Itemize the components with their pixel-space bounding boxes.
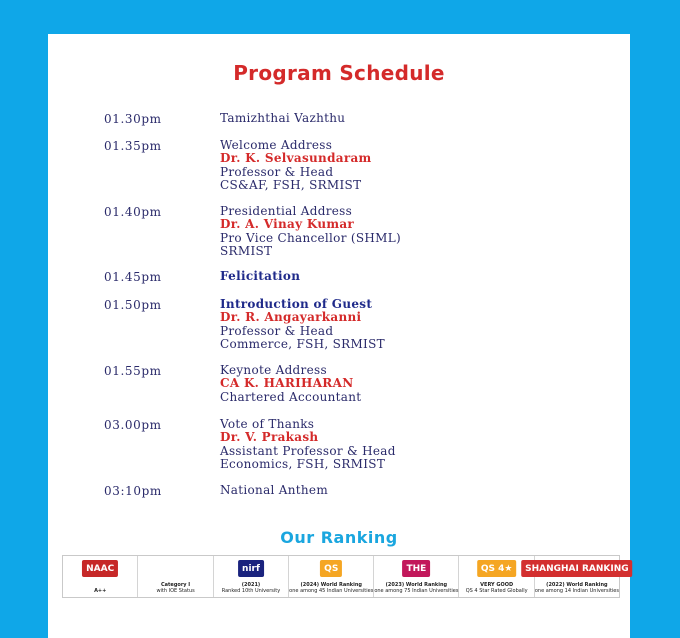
- ranking-logo-icon: THE: [402, 560, 430, 577]
- ranking-caption: VERY GOOD: [480, 582, 514, 588]
- ranking-subcaption: QS 4 Star Rated Globally: [465, 588, 528, 594]
- schedule-text: Introduction of Guest: [220, 297, 373, 311]
- schedule-text: Professor & Head: [220, 164, 334, 179]
- ranking-subcaption: one among 75 Indian Universities: [374, 588, 459, 594]
- ranking-caption: A++: [94, 588, 107, 594]
- ranking-badge: [63, 556, 138, 597]
- ranking-logo-icon: NAAC: [82, 560, 118, 577]
- schedule-text: CS&AF, FSH, SRMIST: [220, 177, 362, 192]
- schedule-detail: [220, 205, 401, 258]
- schedule-text: Felicitation: [220, 269, 301, 283]
- schedule-time: 03:10pm: [104, 484, 162, 498]
- schedule-time: 01.35pm: [104, 139, 162, 153]
- schedule-detail: [220, 270, 300, 283]
- ranking-subcaption: one among 14 Indian Universities: [534, 588, 619, 594]
- ranking-logo-icon: nirf: [238, 560, 264, 577]
- ranking-caption: (2021): [241, 582, 261, 588]
- schedule-text: Tamizhthai Vazhthu: [220, 111, 346, 125]
- ranking-logo-icon: QS 4★: [477, 560, 517, 577]
- ranking-caption: (2024) World Ranking: [300, 582, 362, 588]
- schedule-text: Assistant Professor & Head: [220, 443, 396, 458]
- schedule-text: Vote of Thanks: [220, 417, 315, 431]
- ranking-caption: (2022) World Ranking: [546, 582, 608, 588]
- ranking-caption: Category I: [161, 582, 191, 588]
- speaker-name: Dr. A. Vinay Kumar: [220, 217, 355, 232]
- schedule-time: 03.00pm: [104, 418, 162, 432]
- schedule-text: Commerce, FSH, SRMIST: [220, 336, 385, 351]
- ranking-badge: [214, 556, 289, 597]
- ranking-subcaption: with IOE Status: [156, 588, 195, 594]
- ranking-caption: (2023) World Ranking: [385, 582, 448, 588]
- schedule-time: 01.45pm: [104, 270, 162, 284]
- ranking-badge: [289, 556, 374, 597]
- schedule-text: Professor & Head: [220, 323, 334, 338]
- schedule-text: Chartered Accountant: [220, 389, 362, 404]
- schedule-detail: [220, 364, 361, 404]
- ranking-logo-icon: QS: [320, 560, 342, 577]
- schedule-card: [48, 34, 630, 638]
- schedule-detail: [220, 298, 385, 351]
- speaker-name: CA K. HARIHARAN: [220, 376, 354, 391]
- schedule-detail: [220, 418, 396, 471]
- schedule-text: Keynote Address: [220, 363, 327, 377]
- schedule-time: 01.50pm: [104, 298, 162, 312]
- speaker-name: Dr. V. Prakash: [220, 430, 319, 445]
- schedule-text: Pro Vice Chancellor (SHML): [220, 230, 401, 245]
- ranking-logo-icon: SHANGHAI RANKING: [521, 560, 633, 577]
- ranking-badge: [374, 556, 459, 597]
- speaker-name: Dr. R. Angayarkanni: [220, 310, 362, 325]
- schedule-time: 01.30pm: [104, 112, 162, 126]
- schedule-time: 01.40pm: [104, 205, 162, 219]
- ranking-badge: [525, 556, 629, 597]
- ranking-strip: [62, 555, 629, 598]
- schedule-text: SRMIST: [220, 243, 273, 258]
- schedule-text: National Anthem: [220, 483, 328, 497]
- schedule-detail: [220, 139, 372, 192]
- ranking-badge: [138, 556, 213, 597]
- schedule-time: 01.55pm: [104, 364, 162, 378]
- schedule-detail: [220, 484, 328, 497]
- page-title: Program Schedule: [233, 61, 445, 85]
- schedule-text: Presidential Address: [220, 204, 353, 218]
- ranking-subcaption: one among 45 Indian Universities: [289, 588, 374, 594]
- speaker-name: Dr. K. Selvasundaram: [220, 151, 372, 166]
- schedule-text: Welcome Address: [220, 138, 333, 152]
- schedule-text: Economics, FSH, SRMIST: [220, 456, 386, 471]
- ranking-subcaption: Ranked 10th University: [221, 588, 281, 594]
- ranking-title: Our Ranking: [280, 528, 398, 547]
- schedule-detail: [220, 112, 345, 125]
